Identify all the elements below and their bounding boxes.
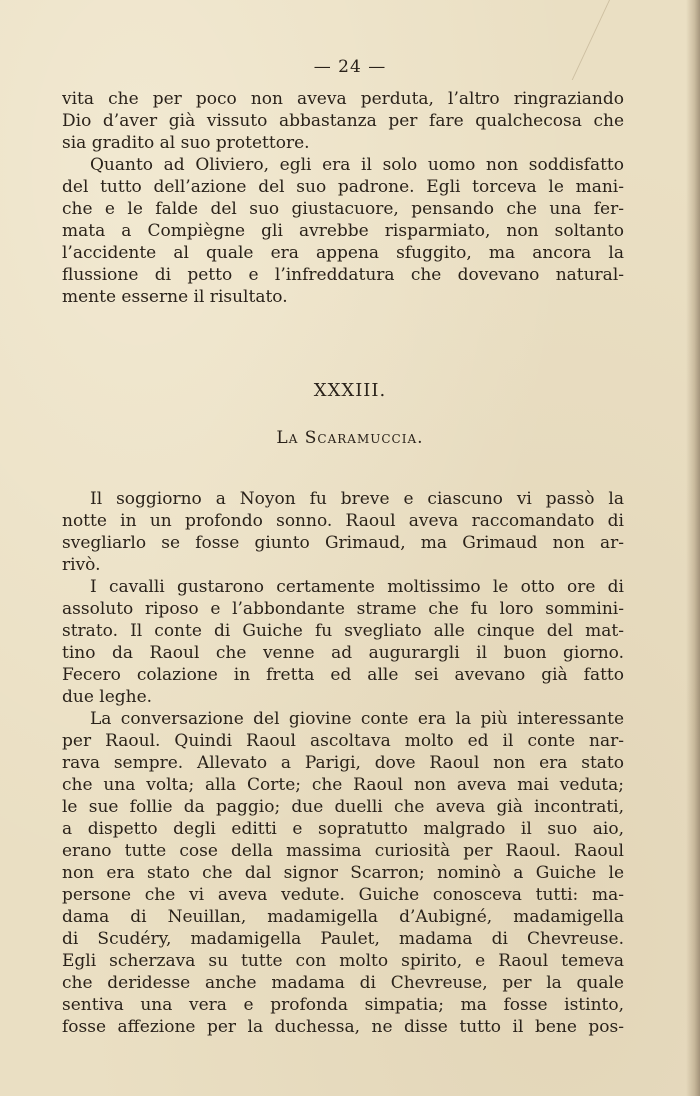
text-line: sentiva una vera e profonda simpatia; ma fosse istinto, — [62, 995, 624, 1015]
text-line: tino da Raoul che venne ad augurargli il buon giorno. — [62, 643, 624, 663]
text-line: due leghe. — [62, 687, 153, 707]
text-line: l’accidente al quale era appena sfuggito, ma ancora la — [62, 243, 624, 263]
previous-chapter-text — [62, 88, 624, 308]
text-line: che deridesse anche madama di Chevreuse, per la quale — [62, 973, 624, 993]
text-line: le sue follie da paggio; due duelli che aveva già incontrati, — [62, 797, 624, 817]
text-line: flussione di petto e l’infreddatura che dovevano natural- — [62, 265, 624, 285]
chapter-number: XXXIII. — [313, 380, 387, 401]
text-line: strato. Il conte di Guiche fu svegliato alle cinque del mat- — [62, 621, 624, 641]
text-line: Fecero colazione in fretta ed alle sei avevano già fatto — [62, 665, 624, 685]
text-line: a dispetto degli editti e sopratutto malgrado il suo aio, — [62, 819, 624, 839]
text-line: La conversazione del giovine conte era la più interessante — [90, 709, 624, 729]
text-line: I cavalli gustarono certamente moltissimo le otto ore di — [90, 577, 624, 597]
text-line: svegliarlo se fosse giunto Grimaud, ma Grimaud non ar- — [62, 533, 624, 553]
text-line: che e le falde del suo giustacuore, pensando che una fer- — [62, 199, 624, 219]
text-line: notte in un profondo sonno. Raoul aveva raccomandato di — [62, 511, 624, 531]
text-line: vita che per poco non aveva perduta, l’altro ringraziando — [62, 89, 624, 109]
text-line: Dio d’aver già vissuto abbastanza per fare qualchecosa che — [62, 111, 624, 131]
chapter-body — [62, 488, 624, 1038]
text-line: mente esserne il risultato. — [62, 287, 288, 307]
text-line: rivò. — [62, 555, 101, 575]
text-line: assoluto riposo e l’abbondante strame che fu loro sommini- — [62, 599, 624, 619]
text-line: del tutto dell’azione del suo padrone. Egli torceva le mani- — [62, 177, 624, 197]
text-line: Quanto ad Oliviero, egli era il solo uomo non soddisfatto — [90, 155, 624, 175]
text-line: sia gradito al suo protettore. — [62, 133, 310, 153]
page-number: — 24 — — [313, 57, 387, 77]
text-line: Il soggiorno a Noyon fu breve e ciascuno vi passò la — [90, 489, 624, 509]
text-line: dama di Neuillan, madamigella d’Aubigné, madamigella — [62, 907, 624, 927]
text-line: che una volta; alla Corte; che Raoul non aveva mai veduta; — [62, 775, 624, 795]
text-line: fosse affezione per la duchessa, ne disse tutto il bene pos- — [62, 1017, 624, 1037]
text-line: mata a Compiègne gli avrebbe risparmiato, non soltanto — [62, 221, 624, 241]
text-line: Egli scherzava su tutte con molto spirito, e Raoul temeva — [62, 951, 624, 971]
text-line: di Scudéry, madamigella Paulet, madama di Chevreuse. — [62, 929, 624, 949]
text-line: erano tutte cose della massima curiosità per Raoul. Raoul — [62, 841, 624, 861]
page-edge-shadow — [686, 0, 700, 1096]
text-line: persone che vi aveva vedute. Guiche conosceva tutti: ma- — [62, 885, 624, 905]
chapter-title: La Scaramuccia. — [276, 428, 424, 448]
text-line: rava sempre. Allevato a Parigi, dove Raoul non era stato — [62, 753, 624, 773]
text-line: per Raoul. Quindi Raoul ascoltava molto ed il conte nar- — [62, 731, 624, 751]
text-line: non era stato che dal signor Scarron; nominò a Guiche le — [62, 863, 624, 883]
